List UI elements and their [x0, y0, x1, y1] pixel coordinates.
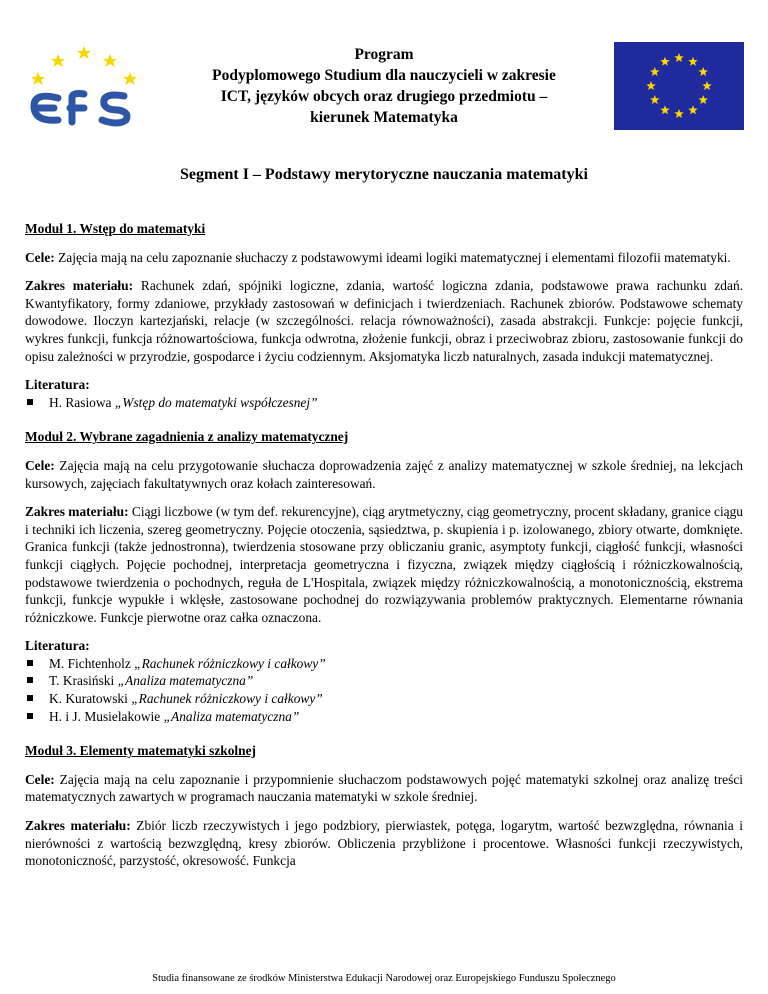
module-1-goals — [25, 249, 743, 267]
goals-label: Cele: — [25, 771, 55, 787]
goals-text: Zajęcia mają na celu zapoznanie i przypomnienie słuchaczom podstawowych pojęć matematyki szkolnej oraz analizę treści matematycznych zawartych w programach nauczania matematyki w szkole średniej. — [25, 771, 743, 805]
program-title — [160, 44, 608, 128]
page-header — [0, 0, 768, 140]
document-body — [25, 220, 743, 881]
literature-title: „Rachunek różniczkowy i całkowy” — [134, 655, 326, 671]
module-3-scope — [25, 817, 743, 870]
literature-author: T. Krasiński — [49, 673, 118, 689]
literature-title: „Rachunek różniczkowy i całkowy” — [131, 691, 323, 707]
scope-text: Zbiór liczb rzeczywistych i jego podzbiory, pierwiastek, potęga, logarytm, wartość bezwzględna, równania i nierówności z wartością bezwzględną, kresy zbiorów. Obliczenia przybliżone i procentowe. Własności funkcji rzeczywistych, monotoniczność, parzystość, okresowość. Funkcja — [25, 818, 743, 869]
literature-item — [25, 672, 743, 690]
module-1-literature-heading: Literatura: — [25, 377, 90, 393]
literature-item — [25, 394, 743, 412]
module-2-goals — [25, 457, 743, 492]
program-title-line: Program — [354, 46, 414, 63]
literature-title: „Wstęp do matematyki współczesnej” — [114, 394, 318, 410]
module-1-literature-list — [25, 394, 743, 412]
goals-text: Zajęcia mają na celu przygotowanie słuchacza doprowadzenia zajęć z analizy matematycznej w szkole średniej, na lekcjach kursowych, zajęciach fakultatywnych oraz kołach zainteresowań. — [25, 457, 743, 491]
module-2-scope — [25, 503, 743, 626]
segment-title: Segment I – Podstawy merytoryczne nauczania matematyki — [180, 166, 588, 183]
program-title-line: ICT, języków obcych oraz drugiego przedmiotu – — [220, 88, 548, 105]
literature-author: H. Rasiowa — [49, 394, 115, 410]
module-1-title: Moduł 1. Wstęp do matematyki — [25, 221, 206, 236]
literature-item — [25, 708, 743, 726]
literature-title: „Analiza matematyczna” — [163, 708, 300, 724]
module-3-title: Moduł 3. Elementy matematyki szkolnej — [25, 743, 256, 759]
literature-author: H. i J. Musielakowie — [49, 708, 164, 724]
module-2-literature-list — [25, 655, 743, 725]
scope-label: Zakres materiału: — [25, 278, 134, 294]
scope-text: Rachunek zdań, spójniki logiczne, zdania, wartość logiczna zdania, podstawowe prawa rachunku zdań. Kwantyfikatory, formy zdaniowe, przykłady zastosowań w definicjach i twierdzeniach. Rachunek zbiorów. Podstawowe schematy dowodowe. Iloczyn kartezjański, relacje (w szczególności. relacja równoważności), zasada abstrakcji. Funkcje: pojęcie funkcji, wykres funkcji, funkcja różnowartościowa, funkcja odwrotna, złożenie funkcji, obraz i przeciwobraz zbioru, zastosowanie funkcji do opisu zależności w przyrodzie, gospodarce i życiu codziennym. Aksjomatyka liczb naturalnych, zasada indukcji matematycznej. — [25, 278, 743, 364]
eu-flag — [614, 42, 744, 130]
literature-item — [25, 690, 743, 708]
literature-author: K. Kuratowski — [49, 691, 132, 707]
efs-letters — [34, 94, 127, 124]
page-footer: Studia finansowane ze środków Ministerstwa Edukacji Narodowej oraz Europejskiego Funduszu Społecznego — [152, 973, 616, 984]
literature-item — [25, 655, 743, 673]
scope-label: Zakres materiału: — [25, 818, 131, 834]
efs-logo — [14, 42, 156, 130]
program-title-line: kierunek Matematyka — [310, 109, 458, 126]
efs-stars — [31, 46, 137, 85]
scope-label: Zakres materiału: — [25, 504, 129, 520]
module-2-title: Moduł 2. Wybrane zagadnienia z analizy matematycznej — [25, 429, 349, 445]
scope-text: Ciągi liczbowe (w tym def. rekurencyjne), ciąg arytmetyczny, ciąg geometryczny, procent składany, granice ciągu i techniki ich liczenia, szereg geometryczny. Pojęcie otoczenia, sąsiedztwa, p. skupienia i p. izolowanego, zbiory otwarte, domknięte. Granica funkcji (także jednostronna), twierdzenia stosowane przy obliczaniu granic, asymptoty funkcji, ciągłość funkcji, własności funkcji ciągłych. Pojęcie pochodnej, interpretacja geometryczna i fizyczna, związek między ciągłością i różniczkowalnością, podstawowe twierdzenia o pochodnych, reguła de L'Hospitala, związek między różniczkowalnością, a monotonicznością, ekstrema funkcji, funkcje wypukłe i wklęsłe, zastosowane pochodnej do rozwiązywania problemów praktycznych. Elementarne równania różniczkowe. Funkcje pierwotne oraz całka oznaczona. — [25, 504, 743, 625]
program-title-line: Podyplomowego Studium dla nauczycieli w zakresie — [212, 67, 556, 84]
module-1-scope — [25, 277, 743, 365]
module-3-goals — [25, 771, 743, 806]
literature-author: M. Fichtenholz — [49, 655, 135, 671]
goals-label: Cele: — [25, 457, 55, 473]
goals-label: Cele: — [25, 249, 55, 265]
goals-text: Zajęcia mają na celu zapoznanie słuchaczy z podstawowymi ideami logiki matematycznej i elementami filozofii matematyki. — [54, 249, 731, 265]
module-2-literature-heading: Literatura: — [25, 638, 90, 654]
literature-title: „Analiza matematyczna” — [117, 673, 254, 689]
